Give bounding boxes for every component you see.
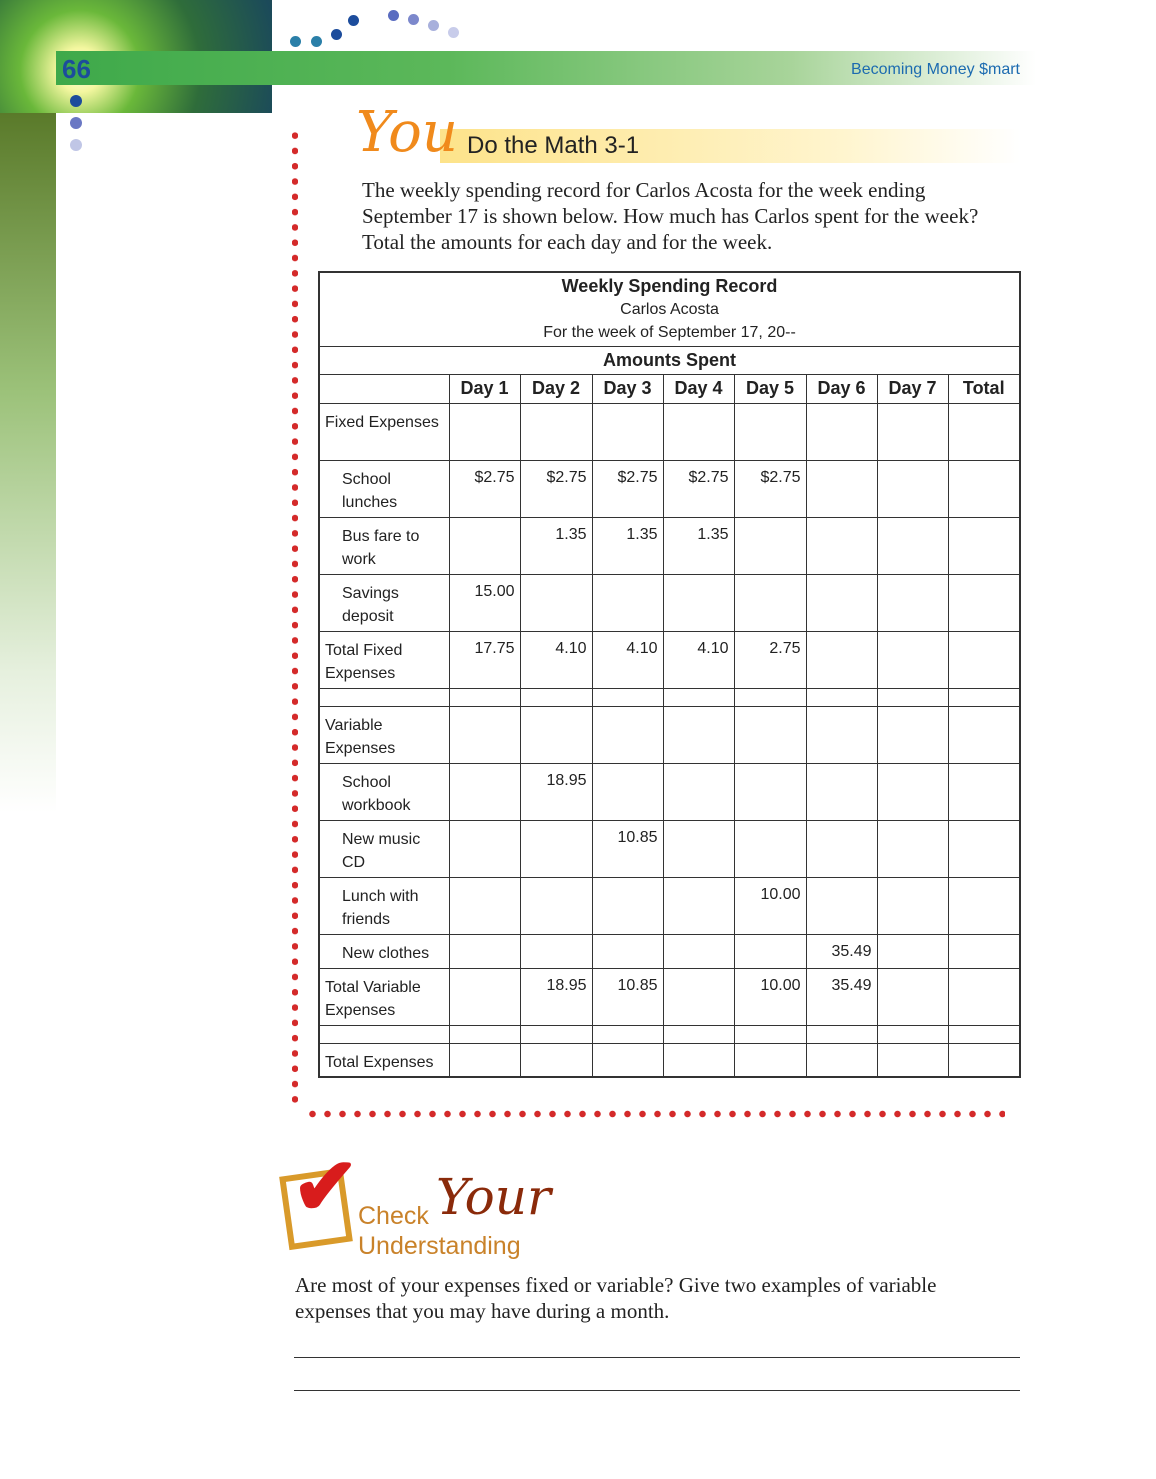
record-header xyxy=(319,272,1020,346)
dotted-border-bottom xyxy=(305,1110,1005,1118)
amount-cell xyxy=(877,574,948,631)
amount-cell xyxy=(948,688,1020,706)
decor-dot xyxy=(70,95,82,107)
decor-dot xyxy=(428,20,439,31)
amount-cell xyxy=(592,763,663,820)
record-title: Weekly Spending Record xyxy=(561,275,778,296)
row-label: Fixed Expenses xyxy=(319,403,449,460)
table-row xyxy=(319,574,1020,631)
table-row xyxy=(319,706,1020,763)
decor-dot xyxy=(331,29,342,40)
amount-cell xyxy=(806,574,877,631)
amount-cell xyxy=(806,517,877,574)
amount-cell xyxy=(948,1025,1020,1043)
amount-cell xyxy=(449,403,520,460)
amount-cell xyxy=(449,934,520,968)
row-label xyxy=(319,688,449,706)
amount-cell xyxy=(734,574,806,631)
column-header: Day 4 xyxy=(663,374,734,403)
amount-cell: 4.10 xyxy=(663,631,734,688)
amount-cell: 10.85 xyxy=(592,820,663,877)
amount-cell xyxy=(877,517,948,574)
amount-cell xyxy=(877,934,948,968)
amount-cell xyxy=(449,820,520,877)
amount-cell xyxy=(592,688,663,706)
decor-dot xyxy=(408,14,419,25)
amount-cell xyxy=(734,1025,806,1043)
amount-cell xyxy=(877,460,948,517)
amount-cell xyxy=(520,706,592,763)
amount-cell: $2.75 xyxy=(520,460,592,517)
table-row xyxy=(319,877,1020,934)
amount-cell xyxy=(877,1043,948,1077)
decor-dot xyxy=(70,139,82,151)
amount-cell xyxy=(877,403,948,460)
amount-cell xyxy=(520,1025,592,1043)
amount-cell xyxy=(449,1043,520,1077)
amount-cell xyxy=(520,403,592,460)
amount-cell xyxy=(663,574,734,631)
amount-cell: 35.49 xyxy=(806,934,877,968)
amount-cell xyxy=(663,1025,734,1043)
amount-cell xyxy=(520,820,592,877)
amount-cell: 1.35 xyxy=(592,517,663,574)
amount-cell xyxy=(449,877,520,934)
amount-cell: 18.95 xyxy=(520,763,592,820)
decor-dot xyxy=(290,36,301,47)
amount-cell xyxy=(449,763,520,820)
your-script-logo: Your xyxy=(436,1168,551,1226)
amount-cell xyxy=(734,1043,806,1077)
row-label: School lunches xyxy=(319,460,449,517)
amount-cell xyxy=(877,877,948,934)
amount-cell xyxy=(948,934,1020,968)
you-script-logo: You xyxy=(356,100,458,165)
dotted-border-left xyxy=(292,128,298,1108)
amount-cell xyxy=(877,763,948,820)
amount-cell xyxy=(663,706,734,763)
amount-cell xyxy=(592,403,663,460)
amount-cell xyxy=(592,574,663,631)
table-row xyxy=(319,1025,1020,1043)
amount-cell: 1.35 xyxy=(520,517,592,574)
column-header: Total xyxy=(948,374,1020,403)
amount-cell xyxy=(663,877,734,934)
amount-cell xyxy=(663,968,734,1025)
understanding-label: Understanding xyxy=(358,1232,521,1260)
activity-title: Do the Math 3-1 xyxy=(467,132,640,159)
check-label: Check xyxy=(358,1202,429,1230)
amount-cell xyxy=(663,403,734,460)
table-row xyxy=(319,688,1020,706)
amount-cell: 17.75 xyxy=(449,631,520,688)
amount-cell xyxy=(520,877,592,934)
column-header: Day 2 xyxy=(520,374,592,403)
amount-cell xyxy=(734,763,806,820)
amount-cell xyxy=(806,688,877,706)
amount-cell xyxy=(877,631,948,688)
amount-cell xyxy=(806,877,877,934)
amount-cell xyxy=(877,688,948,706)
table-row xyxy=(319,631,1020,688)
amount-cell xyxy=(592,1043,663,1077)
amount-cell xyxy=(520,934,592,968)
amount-cell xyxy=(948,877,1020,934)
amount-cell xyxy=(449,1025,520,1043)
amount-cell xyxy=(663,1043,734,1077)
amount-cell xyxy=(877,706,948,763)
table-row xyxy=(319,934,1020,968)
amount-cell xyxy=(948,460,1020,517)
amount-cell xyxy=(948,968,1020,1025)
row-label: Bus fare to work xyxy=(319,517,449,574)
amount-cell xyxy=(806,631,877,688)
amount-cell xyxy=(592,706,663,763)
amount-cell xyxy=(948,517,1020,574)
book-title: Becoming Money $mart xyxy=(851,61,1020,78)
amount-cell xyxy=(806,460,877,517)
amount-cell: $2.75 xyxy=(663,460,734,517)
sidebar-decoration xyxy=(0,113,56,813)
amount-cell xyxy=(449,968,520,1025)
answer-line[interactable] xyxy=(294,1390,1020,1391)
table-row xyxy=(319,403,1020,460)
column-header xyxy=(319,374,449,403)
row-label: Savings deposit xyxy=(319,574,449,631)
amount-cell xyxy=(663,934,734,968)
amount-cell: $2.75 xyxy=(449,460,520,517)
row-label: Lunch with friends xyxy=(319,877,449,934)
activity-intro: The weekly spending record for Carlos Acosta for the week ending September 17 is shown below. How much has Carlos spent for the week? Total the amounts for each day and for the week. xyxy=(362,178,979,254)
amounts-spent-header: Amounts Spent xyxy=(319,346,1020,374)
amount-cell xyxy=(520,688,592,706)
page-number: 66 xyxy=(62,54,91,84)
record-name: Carlos Acosta xyxy=(620,300,719,318)
amount-cell xyxy=(948,1043,1020,1077)
amount-cell xyxy=(449,706,520,763)
amount-cell xyxy=(734,688,806,706)
amount-cell: 15.00 xyxy=(449,574,520,631)
amount-cell xyxy=(806,1025,877,1043)
amount-cell xyxy=(663,820,734,877)
column-header: Day 1 xyxy=(449,374,520,403)
amount-cell xyxy=(806,763,877,820)
amount-cell xyxy=(806,403,877,460)
amount-cell: 18.95 xyxy=(520,968,592,1025)
amount-cell: $2.75 xyxy=(734,460,806,517)
amount-cell xyxy=(592,1025,663,1043)
amount-cell xyxy=(734,706,806,763)
checkmark-icon: ✔ xyxy=(292,1142,360,1231)
amount-cell xyxy=(877,1025,948,1043)
amount-cell xyxy=(449,517,520,574)
amount-cell xyxy=(734,820,806,877)
amount-cell xyxy=(806,1043,877,1077)
amount-cell xyxy=(877,968,948,1025)
amount-cell: 10.00 xyxy=(734,877,806,934)
amount-cell xyxy=(592,934,663,968)
column-header: Day 6 xyxy=(806,374,877,403)
amount-cell xyxy=(948,820,1020,877)
amount-cell xyxy=(948,706,1020,763)
amount-cell: 35.49 xyxy=(806,968,877,1025)
decor-dot xyxy=(70,117,82,129)
amount-cell xyxy=(592,877,663,934)
column-header: Day 5 xyxy=(734,374,806,403)
amount-cell: 10.00 xyxy=(734,968,806,1025)
amount-cell: 1.35 xyxy=(663,517,734,574)
table-row xyxy=(319,1043,1020,1077)
row-label: Variable Expenses xyxy=(319,706,449,763)
row-label xyxy=(319,1025,449,1043)
amount-cell xyxy=(877,820,948,877)
decor-dot xyxy=(311,36,322,47)
amount-cell xyxy=(734,403,806,460)
amount-cell xyxy=(806,820,877,877)
table-row xyxy=(319,763,1020,820)
amount-cell xyxy=(663,763,734,820)
row-label: Total Fixed Expenses xyxy=(319,631,449,688)
table-row xyxy=(319,517,1020,574)
amount-cell xyxy=(520,574,592,631)
record-week: For the week of September 17, 20-- xyxy=(543,323,796,341)
amount-cell xyxy=(663,688,734,706)
row-label: Total Expenses xyxy=(319,1043,449,1077)
amount-cell xyxy=(449,688,520,706)
row-label: New clothes xyxy=(319,934,449,968)
column-header: Day 3 xyxy=(592,374,663,403)
table-row xyxy=(319,968,1020,1025)
amount-cell xyxy=(520,1043,592,1077)
column-header: Day 7 xyxy=(877,374,948,403)
table-row xyxy=(319,820,1020,877)
decor-dot xyxy=(348,15,359,26)
amount-cell xyxy=(948,574,1020,631)
amount-cell xyxy=(806,706,877,763)
row-label: Total Variable Expenses xyxy=(319,968,449,1025)
decor-dot xyxy=(388,10,399,21)
check-question: Are most of your expenses fixed or variable? Give two examples of variable expenses that you may have during a month. xyxy=(295,1273,937,1323)
amount-cell xyxy=(948,763,1020,820)
row-label: New music CD xyxy=(319,820,449,877)
answer-line[interactable] xyxy=(294,1357,1020,1358)
amount-cell: 4.10 xyxy=(520,631,592,688)
spending-record-table xyxy=(318,271,1021,1078)
decor-dot xyxy=(448,27,459,38)
amount-cell: $2.75 xyxy=(592,460,663,517)
amount-cell xyxy=(734,517,806,574)
table-row xyxy=(319,460,1020,517)
amount-cell: 4.10 xyxy=(592,631,663,688)
amount-cell xyxy=(734,934,806,968)
amount-cell: 10.85 xyxy=(592,968,663,1025)
row-label: School workbook xyxy=(319,763,449,820)
amount-cell: 2.75 xyxy=(734,631,806,688)
amount-cell xyxy=(948,631,1020,688)
amount-cell xyxy=(948,403,1020,460)
